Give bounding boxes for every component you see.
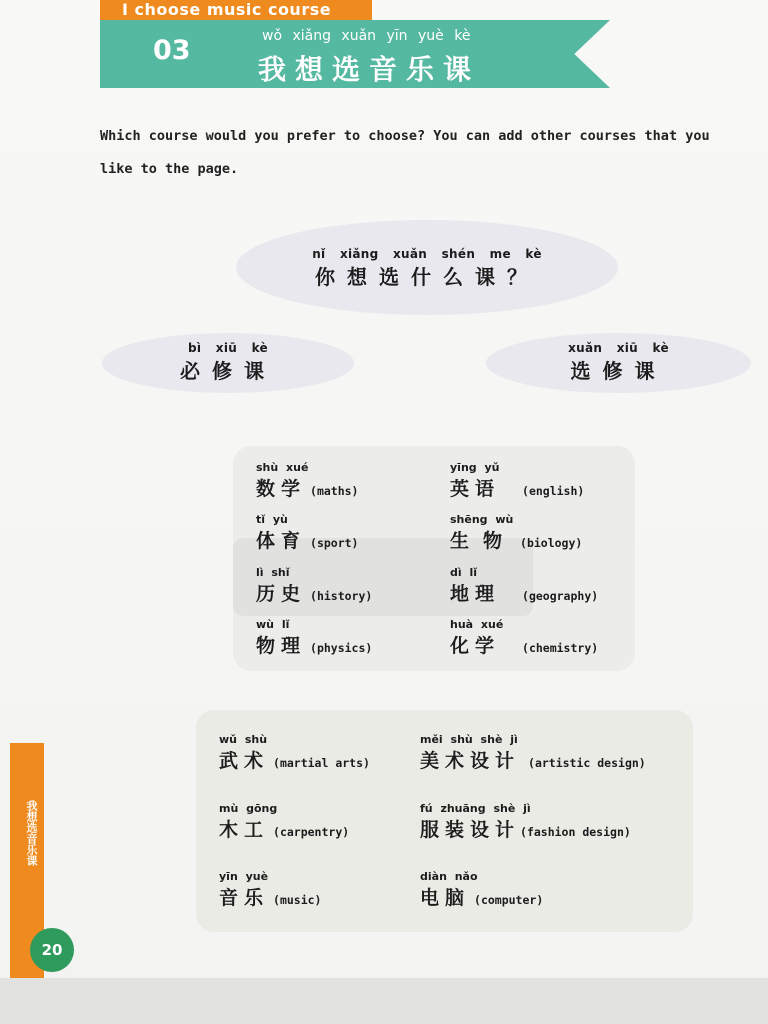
course-item: yīn yuè 音乐 (music) — [219, 870, 322, 909]
course-item: fú zhuāng shè jì 服装设计(fashion design) — [420, 802, 631, 841]
required-text: 必修课 — [180, 359, 276, 383]
course-item: tǐ yù 体育 (sport) — [256, 513, 359, 552]
course-item: mù gōng 木工 (carpentry) — [219, 802, 350, 841]
course-item: dì lǐ 地理 (geography) — [450, 566, 599, 605]
course-item: diàn nǎo 电脑 (computer) — [420, 870, 544, 909]
course-item: měi shù shè jì 美术设计 (artistic design) — [420, 733, 646, 772]
course-item: shù xué 数学 (maths) — [256, 461, 359, 500]
required-course-bubble — [102, 333, 354, 393]
elective-text: 选修课 — [570, 359, 667, 383]
question-pinyin: nǐ xiǎng xuǎn shén me kè — [312, 247, 542, 261]
course-item: yīng yǔ 英语 (english) — [450, 461, 585, 500]
lesson-number: 03 — [153, 35, 191, 66]
elective-pinyin: xuǎn xiū kè — [568, 341, 669, 355]
course-item: huà xué 化学 (chemistry) — [450, 618, 599, 657]
side-tab-title: 我想选音乐课 — [25, 800, 38, 866]
question-bubble — [236, 220, 618, 315]
page-bottom-edge — [0, 978, 768, 1024]
required-pinyin: bì xiū kè — [188, 341, 268, 355]
course-item: shēng wù 生物 (biology) — [450, 513, 583, 552]
question-text: 你想选什么课？ — [315, 265, 539, 289]
course-item: lì shǐ 历史 (history) — [256, 566, 373, 605]
title-pinyin: wǒ xiǎng xuǎn yīn yuè kè — [262, 28, 471, 44]
course-item: wù lǐ 物理 (physics) — [256, 618, 373, 657]
page-title: 我想选音乐课 — [258, 53, 481, 86]
instruction-text: Which course would you prefer to choose? You can add other courses that you like to the page. — [100, 128, 710, 177]
lesson-tab: I choose music course — [100, 0, 372, 22]
page-number-badge: 20 — [30, 928, 74, 972]
elective-course-bubble — [486, 333, 751, 393]
course-item: wǔ shù 武术 (martial arts) — [219, 733, 370, 772]
